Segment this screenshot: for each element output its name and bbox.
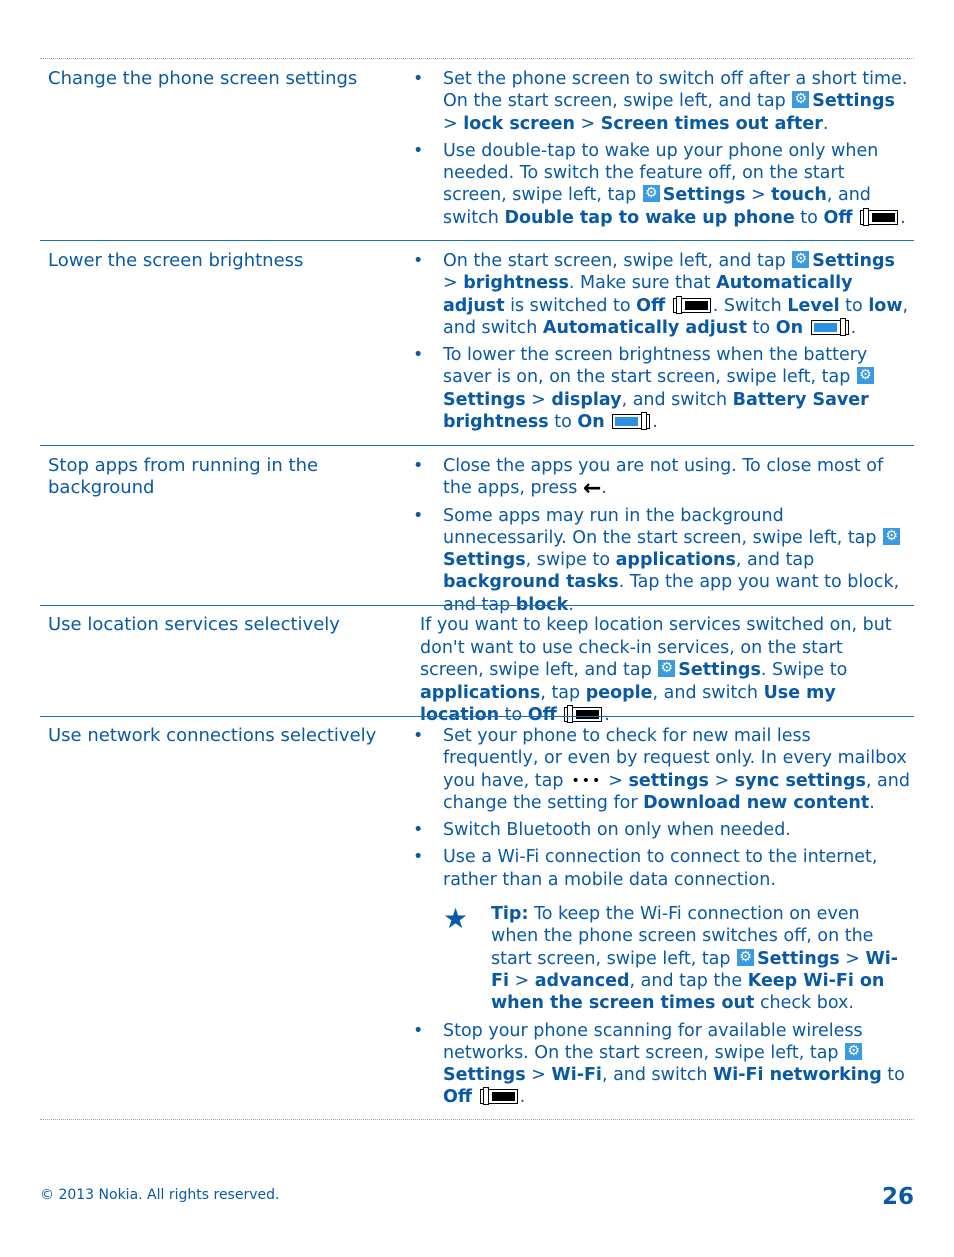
list-item: • Close the apps you are not using. To close most of the apps, press ←. <box>413 455 910 500</box>
list-item: • Set your phone to check for new mail less frequently, or even by request only. In every mailbox you have, tap ••• > settings > sync settings, and change the setting for Download new content. <box>413 725 910 814</box>
row-content-screen-settings <box>413 68 910 229</box>
settings-gear-icon <box>857 367 874 384</box>
toggle-off-icon <box>564 707 602 722</box>
page-number: 26 <box>881 1184 914 1210</box>
list-item: • Use a Wi-Fi connection to connect to the internet, rather than a mobile data connection. <box>413 846 910 891</box>
row-content-brightness <box>413 250 910 433</box>
list-item: • To lower the screen brightness when the battery saver is on, on the start screen, swipe left, tap ⚙ Settings > display, and switch Battery Saver brightness to On . <box>413 344 910 433</box>
row-title-brightness: Lower the screen brightness <box>48 250 304 271</box>
star-icon: ★ <box>443 902 469 936</box>
toggle-on-icon <box>612 414 650 429</box>
row-title-network: Use network connections selectively <box>48 725 377 746</box>
row-content-background-apps <box>413 455 910 616</box>
toggle-off-icon <box>480 1089 518 1104</box>
row-divider <box>40 716 914 717</box>
settings-gear-icon <box>658 660 675 677</box>
row-title-background-apps: Stop apps from running in the background <box>48 455 319 498</box>
settings-gear-icon <box>845 1043 862 1060</box>
toggle-on-icon <box>811 320 849 335</box>
row-divider <box>40 240 914 241</box>
settings-gear-icon <box>737 949 754 966</box>
bottom-rule <box>40 1119 914 1120</box>
row-title-location: Use location services selectively <box>48 614 340 635</box>
list-item: • Some apps may run in the background unnecessarily. On the start screen, swipe left, tap ⚙Settings, swipe to applications, and tap background tasks. Tap the app you want to block, and tap block. <box>413 505 910 616</box>
back-arrow-icon: ← <box>582 476 602 502</box>
row-content-network <box>413 725 910 1109</box>
settings-gear-icon <box>643 185 660 202</box>
copyright: © 2013 Nokia. All rights reserved. <box>40 1187 280 1203</box>
row-title-screen-settings: Change the phone screen settings <box>48 68 358 89</box>
list-item: • On the start screen, swipe left, and tap ⚙Settings > brightness. Make sure that Automatically adjust is switched to Off . Switch Level to low, and switch Automatically adjust to On . <box>413 250 910 339</box>
settings-gear-icon <box>792 251 809 268</box>
settings-gear-icon <box>883 528 900 545</box>
list-item: • Stop your phone scanning for available wireless networks. On the start screen, swipe left, tap ⚙ Settings > Wi-Fi, and switch Wi-Fi networking to Off . <box>413 1020 910 1109</box>
row-divider <box>40 445 914 446</box>
row-divider <box>40 605 914 606</box>
toggle-off-icon <box>673 298 711 313</box>
top-rule <box>40 58 914 59</box>
list-item: • Switch Bluetooth on only when needed. <box>413 819 910 841</box>
list-item: • Use double-tap to wake up your phone only when needed. To switch the feature off, on the start screen, swipe left, tap ⚙Settings > touch, and switch Double tap to wake up phone to Off . <box>413 140 910 229</box>
tip-box: ★ Tip: To keep the Wi-Fi connection on even when the phone screen switches off, on the start screen, swipe left, tap ⚙Settings > Wi-Fi > advanced, and tap the Keep Wi-Fi on when the screen times out check box. <box>413 903 910 1014</box>
list-item: • Set the phone screen to switch off after a short time. On the start screen, swipe left, and tap ⚙Settings > lock screen > Screen times out after. <box>413 68 910 135</box>
more-dots-icon: ••• <box>571 772 603 789</box>
row-content-location: If you want to keep location services switched on, but don't want to use check-in services, on the start screen, swipe left, and tap ⚙Settings. Swipe to applications, tap people, and switch Use my location to Off . <box>420 614 910 727</box>
toggle-off-icon <box>860 210 898 225</box>
settings-gear-icon <box>792 91 809 108</box>
